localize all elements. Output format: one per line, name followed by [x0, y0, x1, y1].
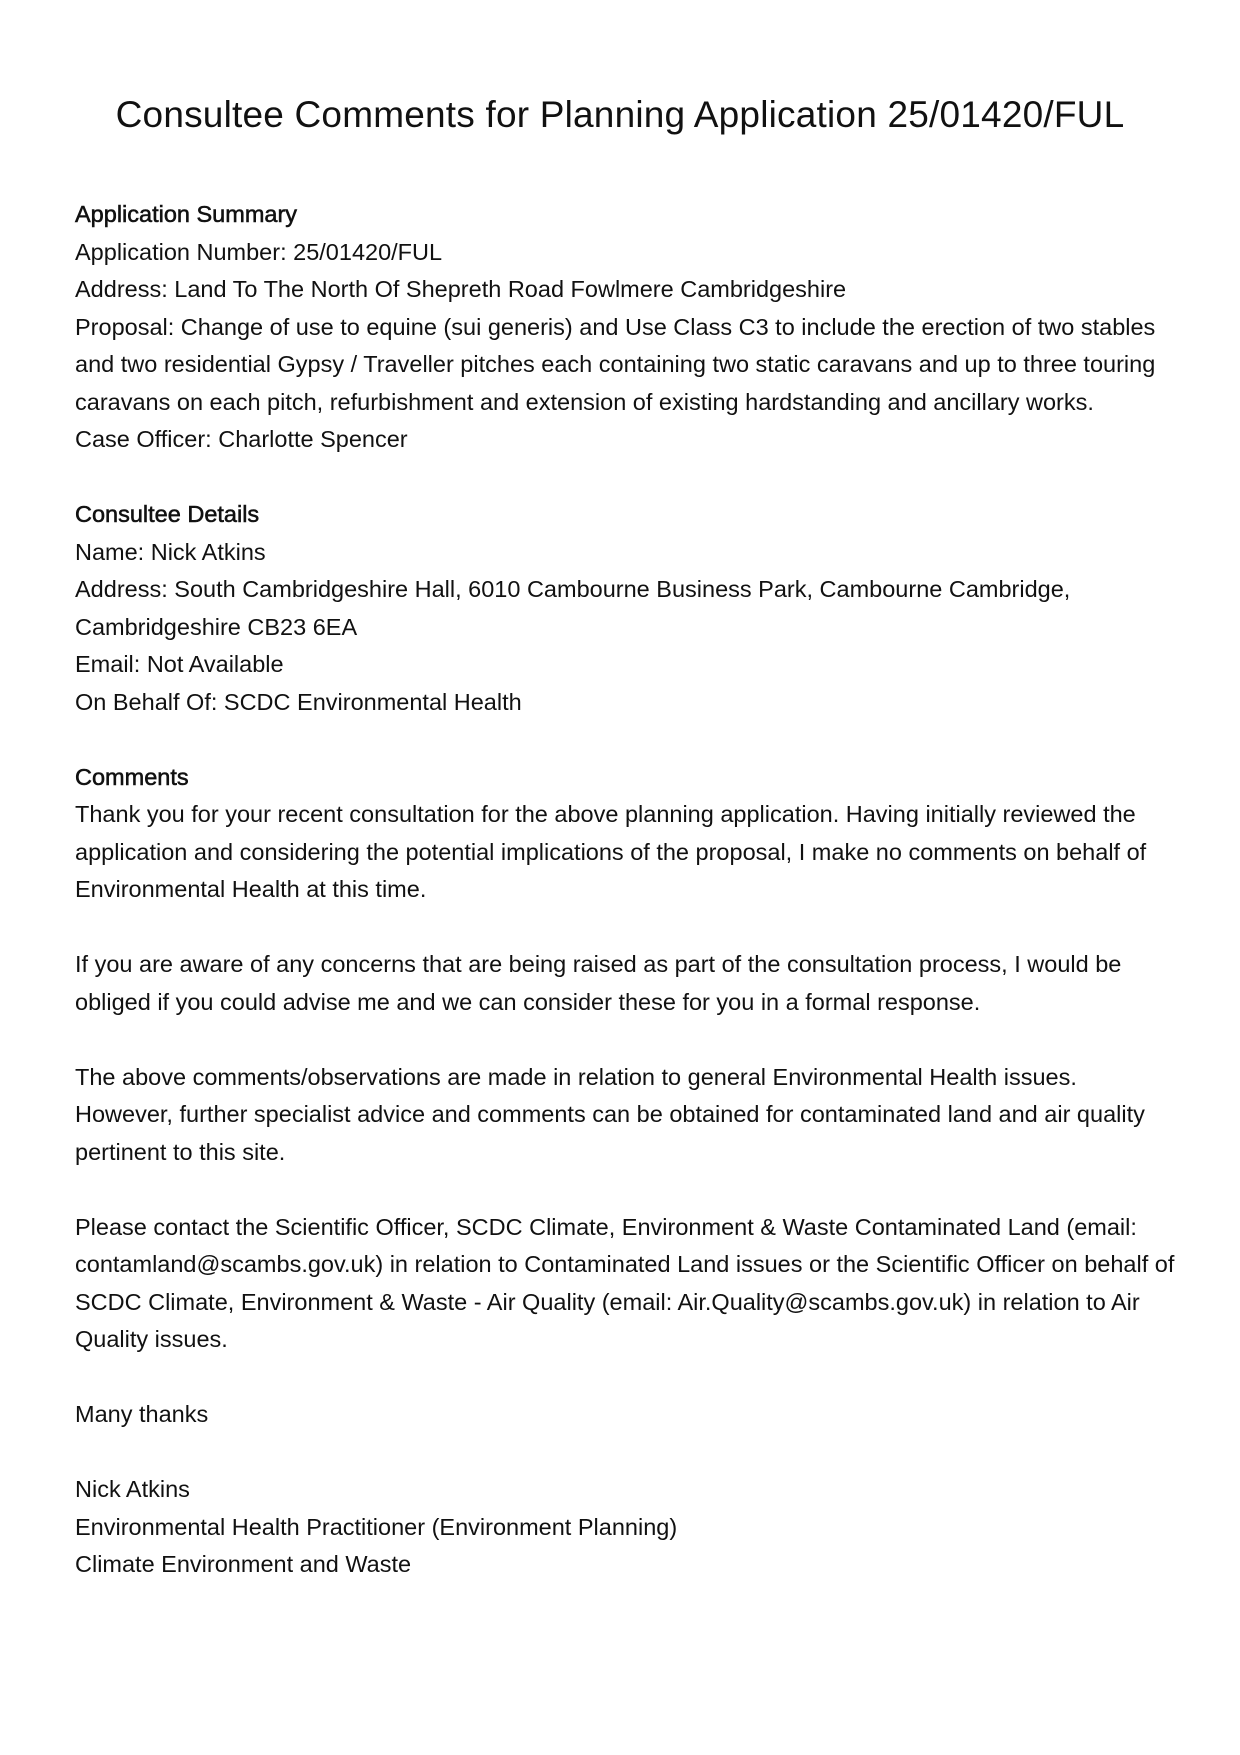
section-spacer — [75, 721, 1175, 759]
case-officer: Case Officer: Charlotte Spencer — [75, 426, 408, 452]
document-body — [75, 196, 1175, 1584]
consultee-details-heading: Consultee Details — [75, 501, 260, 527]
comment-paragraph: Thank you for your recent consultation for the above planning application. Having initially reviewed the application and considering the potential implications of the proposal, I make no comments on behalf of Environmental Health at this time. — [75, 801, 1147, 902]
signature-name: Nick Atkins — [75, 1476, 190, 1502]
comment-paragraph: The above comments/observations are made in relation to general Environmental Health issues. However, further specialist advice and comments can be obtained for contaminated land and air quality pertinent to this site. — [75, 1063, 1145, 1165]
consultee-email: Email: Not Available — [75, 651, 284, 677]
application-number: Application Number: 25/01420/FUL — [75, 238, 443, 265]
section-spacer — [75, 459, 1175, 497]
comment-paragraph: Please contact the Scientific Officer, SCDC Climate, Environment & Waste Contaminated Land (email: contamland@scambs.gov.uk) in relation to Contaminated Land issues or the Scientific Officer on behalf of SCDC Climate, Environment & Waste - Air Quality (email: Air.Quality@scambs.gov.uk) in relation to Air Quality issues. — [75, 1213, 1175, 1352]
paragraph-spacer — [75, 1021, 1175, 1059]
paragraph-spacer — [75, 1171, 1175, 1209]
signature-department: Climate Environment and Waste — [75, 1551, 412, 1577]
comments-heading: Comments — [75, 763, 189, 790]
consultee-address: Address: South Cambridgeshire Hall, 6010 Cambourne Business Park, Cambourne Cambridge, Cambridgeshire CB23 6EA — [75, 576, 1071, 640]
consultee-on-behalf-of: On Behalf Of: SCDC Environmental Health — [75, 688, 522, 715]
signature-role: Environmental Health Practitioner (Environment Planning) — [75, 1513, 678, 1540]
signature-block — [75, 1471, 1175, 1584]
consultee-name: Name: Nick Atkins — [75, 538, 266, 565]
application-summary-section — [75, 196, 1175, 459]
paragraph-spacer — [75, 1359, 1175, 1397]
application-summary-heading: Application Summary — [75, 201, 298, 227]
application-address: Address: Land To The North Of Shepreth Road Fowlmere Cambridgeshire — [75, 276, 847, 302]
closing-line: Many thanks — [75, 1401, 209, 1427]
page-title: Consultee Comments for Planning Application 25/01420/FUL — [115, 94, 1125, 135]
application-proposal: Proposal: Change of use to equine (sui generis) and Use Class C3 to include the erection of two stables and two residential Gypsy / Traveller pitches each containing two static caravans and up to three touring caravans on each pitch, refurbishment and extension of existing hardstanding and ancillary works. — [75, 313, 1156, 415]
comments-section — [75, 759, 1175, 1584]
comment-paragraph: If you are aware of any concerns that are being raised as part of the consultation process, I would be obliged if you could advise me and we can consider these for you in a formal response. — [75, 951, 1122, 1015]
paragraph-spacer — [75, 909, 1175, 947]
consultee-details-section — [75, 496, 1175, 721]
paragraph-spacer — [75, 1434, 1175, 1472]
